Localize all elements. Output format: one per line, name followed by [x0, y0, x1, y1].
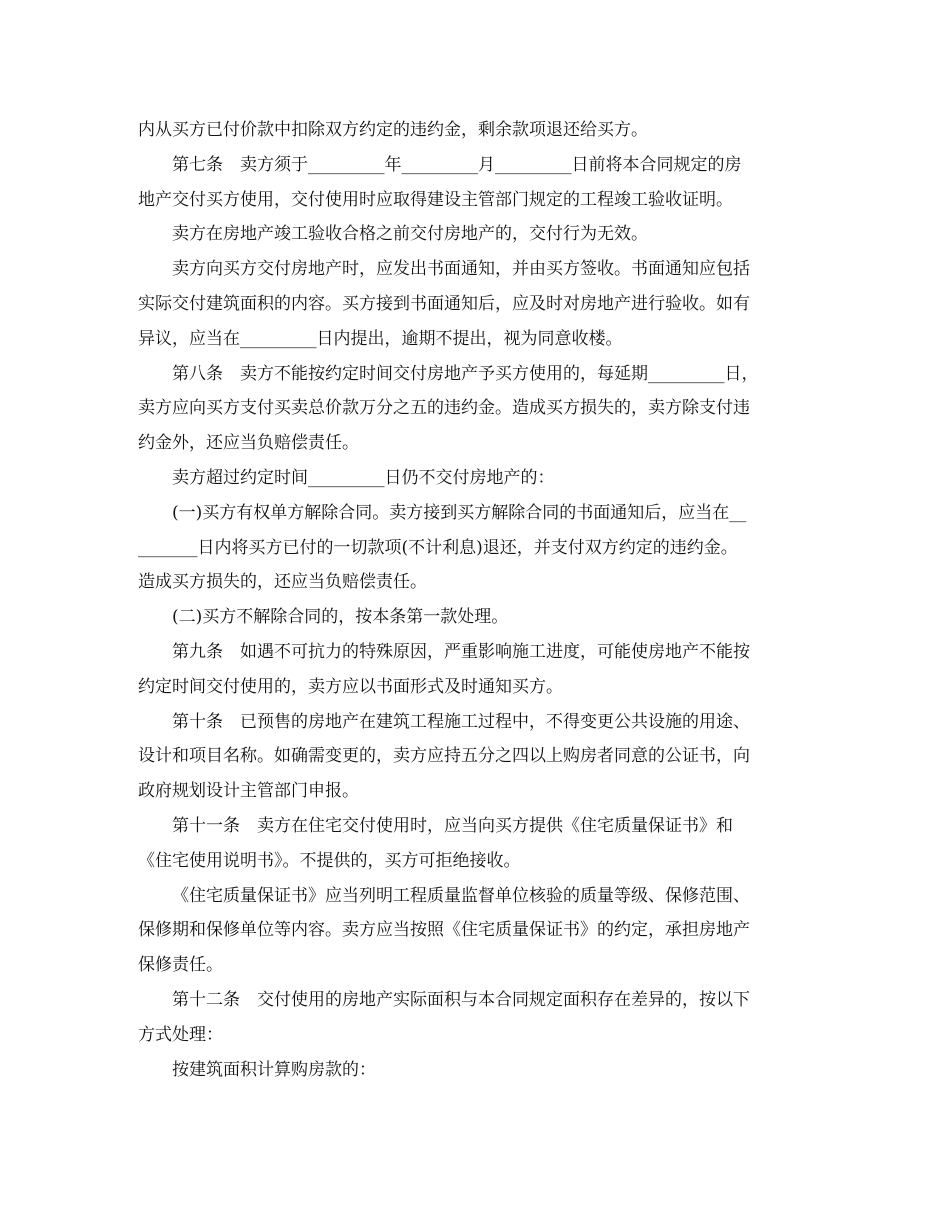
- text-line: 第七条 卖方须于_________年_________月_________日前将本合同规定的房: [172, 154, 742, 175]
- contract-body-text: [138, 113, 818, 1087]
- text-line: (二)买方不解除合同的，按本条第一款处理。: [172, 607, 509, 628]
- text-line: 卖方超过约定时间_________日仍不交付房地产的：: [172, 467, 555, 488]
- text-line: 方式处理：: [138, 1024, 223, 1045]
- text-line: 约金外，还应当负赔偿责任。: [138, 433, 359, 454]
- text-line: 实际交付建筑面积的内容。买方接到书面通知后，应及时对房地产进行验收。如有: [138, 293, 750, 314]
- text-line: 第十二条 交付使用的房地产实际面积与本合同规定面积存在差异的，按以下: [172, 989, 750, 1010]
- text-line: _______日内将买方已付的一切款项(不计利息)退还，并支付双方约定的违约金。: [138, 537, 738, 558]
- text-line: 第十一条 卖方在住宅交付使用时，应当向买方提供《住宅质量保证书》和: [172, 815, 733, 836]
- text-line: 《住宅质量保证书》应当列明工程质量监督单位核验的质量等级、保修范围、: [172, 885, 750, 906]
- text-line: 异议，应当在_________日内提出，逾期不提出，视为同意收楼。: [138, 328, 623, 349]
- text-line: 地产交付买方使用，交付使用时应取得建设主管部门规定的工程竣工验收证明。: [138, 189, 733, 210]
- text-line: 保修责任。: [138, 955, 223, 976]
- text-line: 造成买方损失的，还应当负赔偿责任。: [138, 572, 427, 593]
- text-line: 卖方在房地产竣工验收合格之前交付房地产的，交付行为无效。: [172, 224, 648, 245]
- text-line: 约定时间交付使用的，卖方应以书面形式及时通知买方。: [138, 676, 563, 697]
- text-line: 卖方向买方交付房地产时，应发出书面通知，并由买方签收。书面通知应包括: [172, 259, 750, 280]
- text-line: 《住宅使用说明书》。不提供的，买方可拒绝接收。: [138, 850, 521, 871]
- text-line: 按建筑面积计算购房款的：: [172, 1059, 376, 1080]
- text-line: 第十条 已预售的房地产在建筑工程施工过程中，不得变更公共设施的用途、: [172, 711, 750, 732]
- text-line: 政府规划设计主管部门申报。: [138, 781, 359, 802]
- text-line: 设计和项目名称。如确需变更的，卖方应持五分之四以上购房者同意的公证书，向: [138, 746, 750, 767]
- text-line: 卖方应向买方支付买卖总价款万分之五的违约金。造成买方损失的，卖方除支付违: [138, 398, 750, 419]
- text-line: 内从买方已付价款中扣除双方约定的违约金，剩余款项退还给买方。: [138, 120, 648, 140]
- text-line: 保修期和保修单位等内容。卖方应当按照《住宅质量保证书》的约定，承担房地产: [138, 920, 750, 941]
- text-line: 第八条 卖方不能按约定时间交付房地产予买方使用的，每延期_________日，: [172, 363, 759, 384]
- text-line: (一)买方有权单方解除合同。卖方接到买方解除合同的书面通知后，应当在__: [172, 502, 747, 523]
- text-line: 第九条 如遇不可抗力的特殊原因，严重影响施工进度，可能使房地产不能按: [172, 641, 750, 662]
